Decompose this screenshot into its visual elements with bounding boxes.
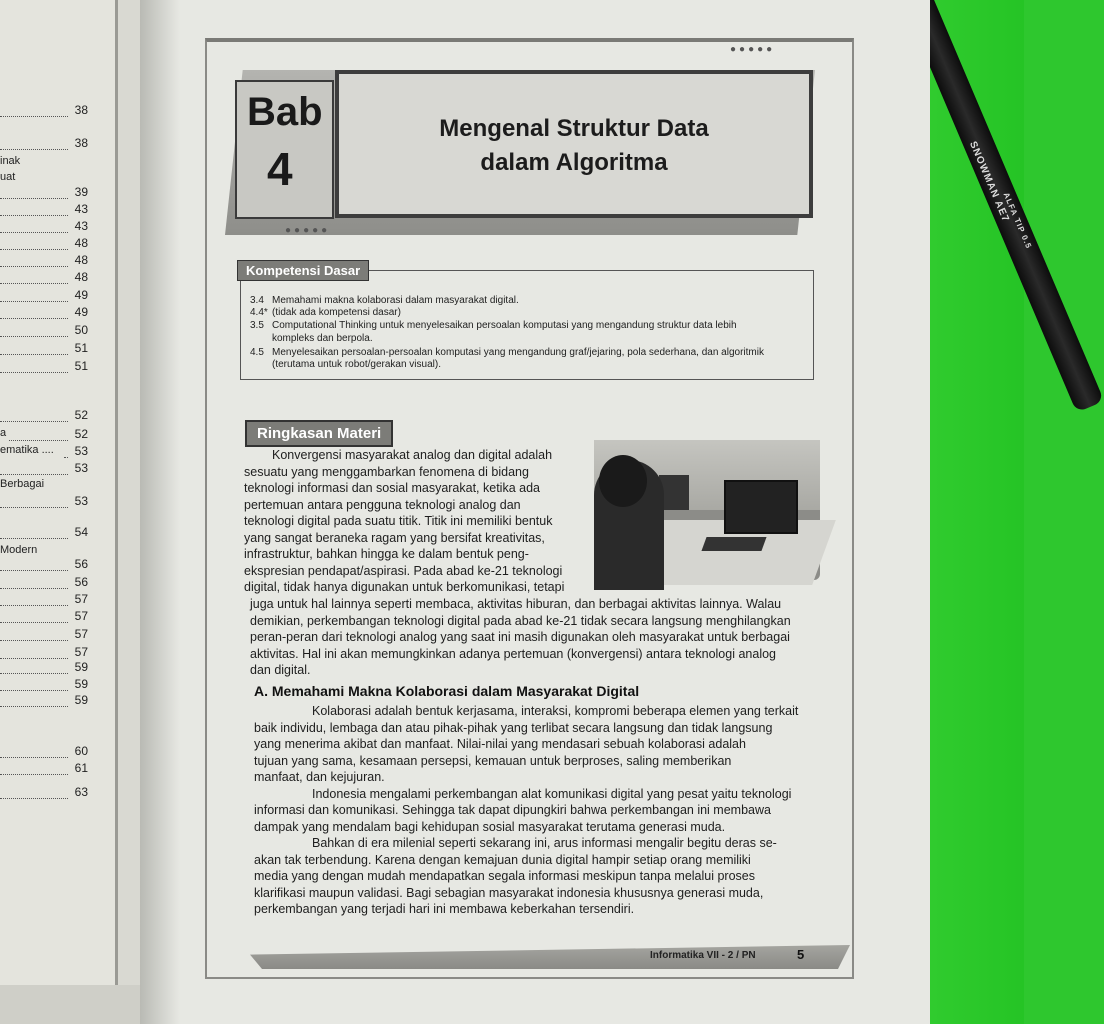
toc-page-number: 48 [74,253,88,267]
toc-row [0,744,100,760]
kompetensi-label: Kompetensi Dasar [237,260,369,281]
photo-keyboard [701,537,766,551]
toc-leader-dots [9,440,68,441]
toc-leader-dots [0,798,68,799]
computer-lab-photo [594,440,820,580]
text-line: tujuan yang sama, kesamaan persepsi, kemauan untuk berproses, saling memberikan [254,753,732,768]
ringkasan-paragraph-full [250,596,830,679]
text-line: Bahkan di era milenial seperti sekarang ini, arus informasi mengalir begitu deras se- [312,836,777,850]
toc-row [0,341,100,357]
toc-row [0,478,100,494]
section-a-body [254,703,844,918]
decorative-dots-bottom: ●●●●● [285,225,331,236]
kompetensi-text: Memahami makna kolaborasi dalam masyarakat digital. [272,295,519,306]
kompetensi-code: 4.4* [250,307,268,318]
bab-label: Bab [247,90,323,134]
toc-row [0,427,100,443]
toc-leader-dots [0,283,68,284]
toc-row [0,236,100,252]
toc-label: inak [0,155,21,167]
toc-leader-dots [0,673,68,674]
toc-row [0,155,100,171]
text-line: Konvergensi masyarakat analog dan digital adalah [272,448,553,462]
decorative-dots-top: ●●●●● [730,44,776,55]
toc-leader-dots [0,301,68,302]
text-line: informasi dan komunikasi. Sehingga tak dapat dipungkiri bahwa perkembangan ini membawa [254,803,771,817]
text-line: dan digital. [250,663,311,677]
text-line: demikian, perkembangan teknologi digital pada abad ke-21 tidak secara langsung menghilangkan [250,613,791,628]
toc-row [0,136,100,152]
kompetensi-code: 3.4 [250,295,264,306]
toc-page-number: 38 [74,103,88,117]
toc-page-number: 63 [74,785,88,799]
text-line: perkembangan yang terjadi hari ini membawa keberkahan tersendiri. [254,902,635,916]
toc-page-number: 43 [74,219,88,233]
toc-page-number: 48 [74,270,88,284]
toc-label: uat [0,171,16,183]
toc-row [0,592,100,608]
toc-page-number: 56 [74,557,88,571]
toc-leader-dots [0,640,68,641]
toc-page-number: 57 [74,609,88,623]
toc-page-number: 53 [74,444,88,458]
ringkasan-label: Ringkasan Materi [245,420,393,447]
toc-leader-dots [0,774,68,775]
toc-row [0,185,100,201]
page-gutter-shadow [140,0,180,1024]
toc-page-number: 49 [74,305,88,319]
text-line: manfaat, dan kejujuran. [254,770,385,784]
kompetensi-text: Menyelesaikan persoalan-persoalan komputasi yang mengandung graf/jejaring, pola sederhana, dan algoritmik [272,347,764,358]
toc-page-number: 60 [74,744,88,758]
toc-row [0,645,100,661]
toc-page-number: 39 [74,185,88,199]
toc-leader-dots [0,232,68,233]
chapter-number-box [235,80,334,219]
toc-leader-dots [0,372,68,373]
text-line: klarifikasi maupun validasi. Bagi sebagian masyarakat indonesia khususnya generasi muda, [254,885,764,900]
toc-leader-dots [0,538,68,539]
ringkasan-paragraph-wrapped [244,447,584,596]
toc-row [0,219,100,235]
toc-page-number: 61 [74,761,88,775]
kompetensi-item [250,307,401,318]
text-line: aktivitas. Hal ini akan memungkinkan adanya pertemuan (konvergensi) antara teknologi analog [250,646,777,661]
toc-leader-dots [0,149,68,150]
toc-row [0,202,100,218]
toc-leader-dots [0,605,68,606]
toc-page-number: 57 [74,645,88,659]
chapter-title [339,112,809,180]
toc-row [0,660,100,676]
toc-leader-dots [0,421,68,422]
kompetensi-text: (terutama untuk robot/gerakan visual). [272,359,441,370]
text-line: pertemuan antara pengguna teknologi analog dan [244,497,521,512]
toc-page-number: 50 [74,323,88,337]
kompetensi-item [250,359,441,370]
toc-row [0,305,100,321]
toc-leader-dots [0,116,68,117]
toc-leader-dots [64,457,68,458]
toc-page-number: 57 [74,592,88,606]
toc-page-number: 38 [74,136,88,150]
page-number: 5 [797,947,805,962]
text-line: teknologi informasi dan sosial masyarakat, ketika ada [244,481,540,495]
toc-leader-dots [0,658,68,659]
toc-page-number: 57 [74,627,88,641]
kompetensi-text: kompleks dan berpola. [272,333,373,344]
text-line: Indonesia mengalami perkembangan alat komunikasi digital yang pesat yaitu teknologi [312,786,792,801]
toc-row [0,444,100,460]
text-line: sesuatu yang menggambarkan fenomena di bidang [244,464,529,479]
toc-label: a [0,427,7,439]
text-line: yang sangat beraneka ragam yang bersifat kreativitas, [244,530,545,545]
toc-leader-dots [0,507,68,508]
toc-row [0,253,100,269]
text-line: peran-peran dari teknologi analog yang saat ini masih digunakan oleh masyarakat untuk berbagai [250,630,790,644]
toc-page-number: 49 [74,288,88,302]
chapter-title-line-2: dalam Algoritma [480,149,668,176]
toc-leader-dots [0,318,68,319]
text-line: media yang dengan mudah mendapatkan segala informasi meskipun tanpa melalui proses [254,869,756,883]
kompetensi-item [250,347,764,358]
pen-brand: SNOWMAN AE7 [967,139,1012,224]
toc-leader-dots [0,588,68,589]
toc-leader-dots [0,757,68,758]
chapter-title-box [335,70,813,218]
chapter-banner [225,44,815,240]
kompetensi-code: 3.5 [250,320,264,331]
toc-row [0,525,100,541]
toc-row [0,575,100,591]
toc-row [0,288,100,304]
toc-leader-dots [0,690,68,691]
text-line: digital, tidak hanya digunakan untuk berkomunikasi, tetapi [244,580,565,594]
toc-row [0,761,100,777]
toc-leader-dots [0,354,68,355]
toc-row [0,103,100,119]
toc-row [0,693,100,709]
toc-leader-dots [0,249,68,250]
toc-page-number: 56 [74,575,88,589]
kompetensi-item [250,295,519,306]
toc-leader-dots [0,198,68,199]
toc-label: ematika .... [0,444,54,456]
toc-row [0,494,100,510]
text-line: ekspresian pendapat/aspirasi. Pada abad ke-21 teknologi [244,563,563,578]
toc-leader-dots [0,570,68,571]
kompetensi-text: Computational Thinking untuk menyelesaikan persoalan komputasi yang mengandung struktur data lebih [272,320,737,331]
toc-label: Berbagai [0,478,45,490]
kompetensi-code: 4.5 [250,347,264,358]
toc-page-number: 52 [74,408,88,422]
toc-row [0,785,100,801]
toc-page-number: 59 [74,693,88,707]
toc-page-number: 59 [74,660,88,674]
toc-row [0,408,100,424]
toc-page-number: 59 [74,677,88,691]
toc-page-number: 51 [74,359,88,373]
footer-text: Informatika VII - 2 / PN [650,950,756,961]
toc-leader-dots [0,474,68,475]
text-line: infrastruktur, bahkan hingga ke dalam bentuk peng- [244,547,529,561]
pen-tip: ALFA TIP 0.5 [1001,191,1034,251]
photo-monitor [724,480,798,534]
toc-row [0,557,100,573]
toc-page-number: 51 [74,341,88,355]
toc-row [0,359,100,375]
toc-page-number: 53 [74,494,88,508]
toc-page-number: 53 [74,461,88,475]
text-line: teknologi digital pada suatu titik. Titik ini memiliki bentuk [244,514,553,528]
toc-label: Modern [0,544,38,556]
kompetensi-text: (tidak ada kompetensi dasar) [272,307,401,318]
text-line: yang menerima akibat dan manfaat. Nilai-nilai yang mendasari sebuah kolaborasi adalah [254,737,746,751]
toc-page-number: 43 [74,202,88,216]
toc-page-number: 54 [74,525,88,539]
toc-row [0,677,100,693]
section-a-heading: A. Memahami Makna Kolaborasi dalam Masyarakat Digital [254,683,640,699]
photo-student-head [599,455,647,507]
toc-row [0,609,100,625]
toc-row [0,461,100,477]
kompetensi-item [250,320,737,331]
text-line: akan tak terbendung. Karena dengan kemajuan dunia digital hampir setiap orang memiliki [254,852,751,867]
chapter-number: 4 [267,143,293,195]
toc-leader-dots [0,266,68,267]
text-line: Kolaborasi adalah bentuk kerjasama, interaksi, kompromi beberapa elemen yang terkait [312,704,799,718]
toc-leader-dots [0,706,68,707]
toc-page-number: 52 [74,427,88,441]
toc-row [0,323,100,339]
toc-leader-dots [0,622,68,623]
kompetensi-item [250,333,373,344]
toc-row [0,627,100,643]
text-line: baik individu, lembaga dan atau pihak-pihak yang terlibat secara langsung dan tidak langsung [254,720,773,735]
toc-page-number: 48 [74,236,88,250]
text-line: juga untuk hal lainnya seperti membaca, aktivitas hiburan, dan berbagai aktivitas lainnya. Walau [250,597,782,611]
toc-leader-dots [0,336,68,337]
toc-row [0,270,100,286]
toc-leader-dots [0,215,68,216]
chapter-title-line-1: Mengenal Struktur Data [439,115,709,142]
text-line: dampak yang mendalam bagi kehidupan sosial masyarakat terutama generasi muda. [254,819,726,834]
